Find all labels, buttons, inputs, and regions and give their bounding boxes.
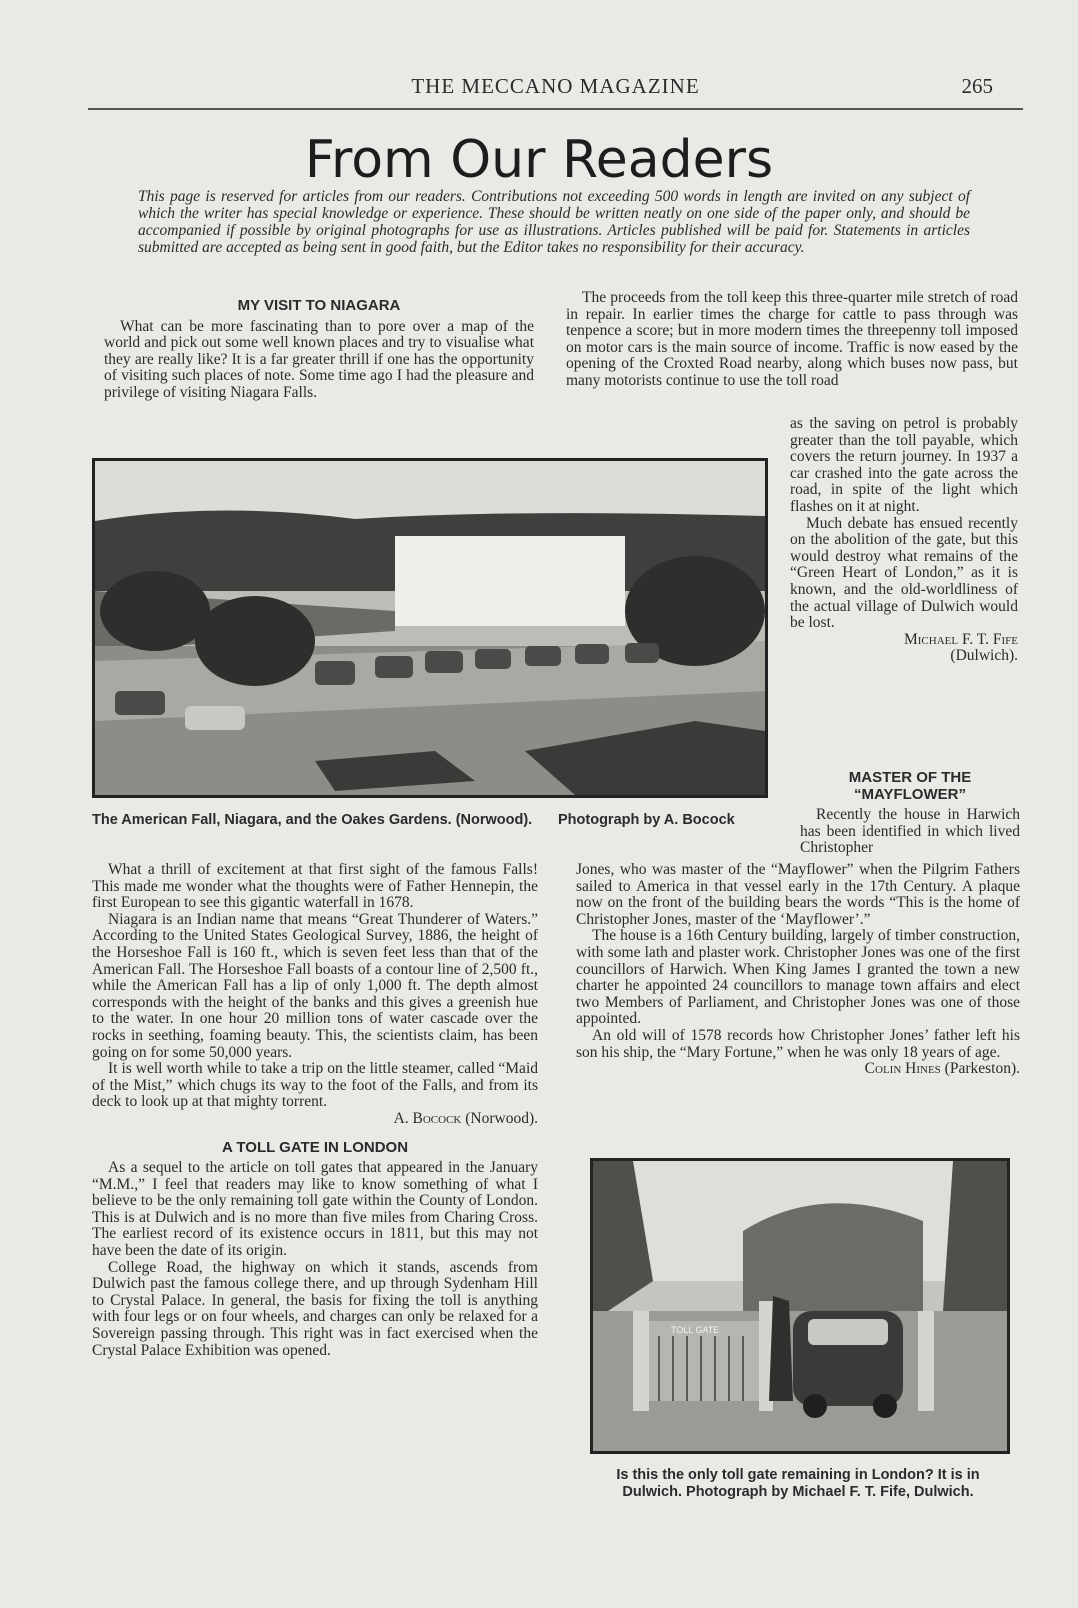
page-number: 265 (961, 74, 993, 98)
niagara-heading: MY VISIT TO NIAGARA (237, 297, 401, 314)
niagara-photo-credit: Photograph by A. Bocock (558, 812, 735, 828)
tollgate-paragraph-2: College Road, the highway on which it stands, ascends from Dulwich past the famous college there, and up through Sydenham Hill to Crystal Palace. In general, the basis for fixing the toll is anything with four legs or on four wheels, and charges can only be relaxed for a Sovereign passing through. This right was in fact exercised when the Crystal Palace Exhibition was opened. (92, 1258, 538, 1359)
niagara-paragraph-1: What can be more fascinating than to pore over a map of the world and pick out some well known places and try to visualise what they are really like? It is a far greater thrill if one has the opportunity of visiting such places of note. Some time ago I had the pleasure and privilege of visiting Niagara Falls. (104, 317, 534, 401)
mayflower-signature (576, 1061, 1020, 1078)
tollgate-paragraph-4: Much debate has ensued recently on the abolition of the gate, but this would destroy what remains of the “Green Heart of London,” as it is known, and the old-worldliness of the actual village of Dulwich would be lost. (790, 514, 1018, 632)
left-column-body (92, 862, 538, 1359)
niagara-signature-name: A. Bocock (393, 1109, 462, 1127)
mayflower-paragraph-1b: Jones, who was master of the “Mayflower” when the Pilgrim Fathers sailed to America in that vessel early in the 17th Century. A plaque now on the front of the building bears the words “This is the home of Christopher Jones, master of the ‘Mayflower’.” (576, 861, 1020, 928)
niagara-paragraph-4: It is well worth while to take a trip on the little steamer, called “Maid of the Mist,” which chugs its way to the foot of the Falls, and from its deck to look up at that mighty torrent. (92, 1060, 538, 1111)
niagara-caption: The American Fall, Niagara, and the Oakes Gardens. (Norwood). (92, 812, 533, 828)
niagara-intro (104, 298, 534, 402)
mayflower-heading: MASTER OF THE “MAYFLOWER” (848, 769, 972, 803)
niagara-signature-place: (Norwood). (465, 1109, 538, 1127)
tollgate-paragraph-1: As a sequel to the article on toll gates that appeared in the January “M.M.,” I feel that readers may like to know something of what I believe to be the only remaining toll gate within the County of London. This is at Dulwich and is no more than five miles from Charing Cross. The earliest record of its existence occurs in 1811, but this may not have been the date of its origin. (92, 1159, 538, 1260)
mayflower-paragraph-3: An old will of 1578 records how Christopher Jones’ father left his son his ship, the “Mary Fortune,” when he was only 18 years of age. (576, 1026, 1020, 1061)
mayflower-start (800, 770, 1020, 857)
mayflower-paragraph-1a: Recently the house in Harwich has been identified in which lived Christopher (800, 806, 1020, 857)
mayflower-signature-name: Colin Hines (864, 1060, 941, 1078)
niagara-photo (92, 458, 768, 798)
masthead (88, 72, 1023, 110)
tollgate-heading: A TOLL GATE IN LONDON (221, 1138, 409, 1156)
tollgate-photo-image (593, 1161, 1007, 1451)
mayflower-paragraph-2: The house is a 16th Century building, largely of timber construction, with some lath and plaster work. Christopher Jones was one of the first councillors of Harwich. When King James I granted the town a new charter he appointed 24 councillors to manage town affairs and elect two Members of Parliament, and Christopher Jones was one of those appointed. (576, 927, 1020, 1028)
intro-note: This page is reserved for articles from our readers. Contributions not exceeding 500 words in length are invited on any subject of which the writer has special knowledge or experience. These should be written neatly on one side of the paper only, and should be accompanied if possible by original photographs for use as illustrations. Articles published will be paid for. Statements in articles submitted are accepted as being sent in good faith, but the Editor takes no responsibility for their accuracy. (138, 188, 970, 256)
tollgate-sign: TOLL GATE (671, 1325, 720, 1335)
page-title: From Our Readers (304, 130, 774, 190)
mayflower-body (576, 862, 1020, 1078)
tollgate-continued (566, 290, 1018, 390)
mayflower-signature-place: (Parkeston). (944, 1060, 1020, 1078)
niagara-signature (92, 1111, 538, 1128)
tollgate-signature-place: (Dulwich). (950, 647, 1018, 665)
niagara-paragraph-2: What a thrill of excitement at that first sight of the famous Falls! This made me wonder what the thoughts were of Father Hennepin, the first European to see this gigantic waterfall in 1678. (92, 861, 538, 912)
niagara-paragraph-3: Niagara is an Indian name that means “Great Thunderer of Waters.” According to the United States Geological Survey, 1886, the height of the Horseshoe Fall is 160 ft., which is seven feet less than that of the American Fall. The Horseshoe Fall boasts of a contour line of 2,500 ft., while the American Fall has a lip of only 1,000 ft. The depth almost corresponds with the height of the banks and this gives a greenish hue to the water. In one hour 20 million tons of water cascade over the rocks in seething, foaming beauty. This, the scientists claim, has been going on for some 50,000 years. (92, 910, 538, 1061)
magazine-title: THE MECCANO MAGAZINE (411, 74, 700, 98)
tollgate-paragraph-3b: as the saving on petrol is probably greater than the toll payable, which covers the return journey. In 1937 a car crashed into the gate across the road, in spite of the light which flashes on it at night. (790, 415, 1018, 515)
niagara-photo-image (95, 461, 765, 795)
tollgate-photo (590, 1158, 1010, 1454)
tollgate-paragraph-3: The proceeds from the toll keep this three-quarter mile stretch of road in repair. In earlier times the charge for cattle to pass through was tenpence a score; but in more modern times the threepenny toll imposed on motor cars is the main source of income. Traffic is now eased by the opening of the Croxted Road nearby, along which buses now pass, but many motorists continue to use the toll road (566, 289, 1018, 389)
tollgate-photo-caption: Is this the only toll gate remaining in London? It is in Dulwich. Photograph by Michael F. T. Fife, Dulwich. (616, 1467, 980, 1500)
tollgate-signature-name: Michael F. T. Fife (903, 630, 1018, 648)
tollgate-sideflow (790, 416, 1018, 665)
